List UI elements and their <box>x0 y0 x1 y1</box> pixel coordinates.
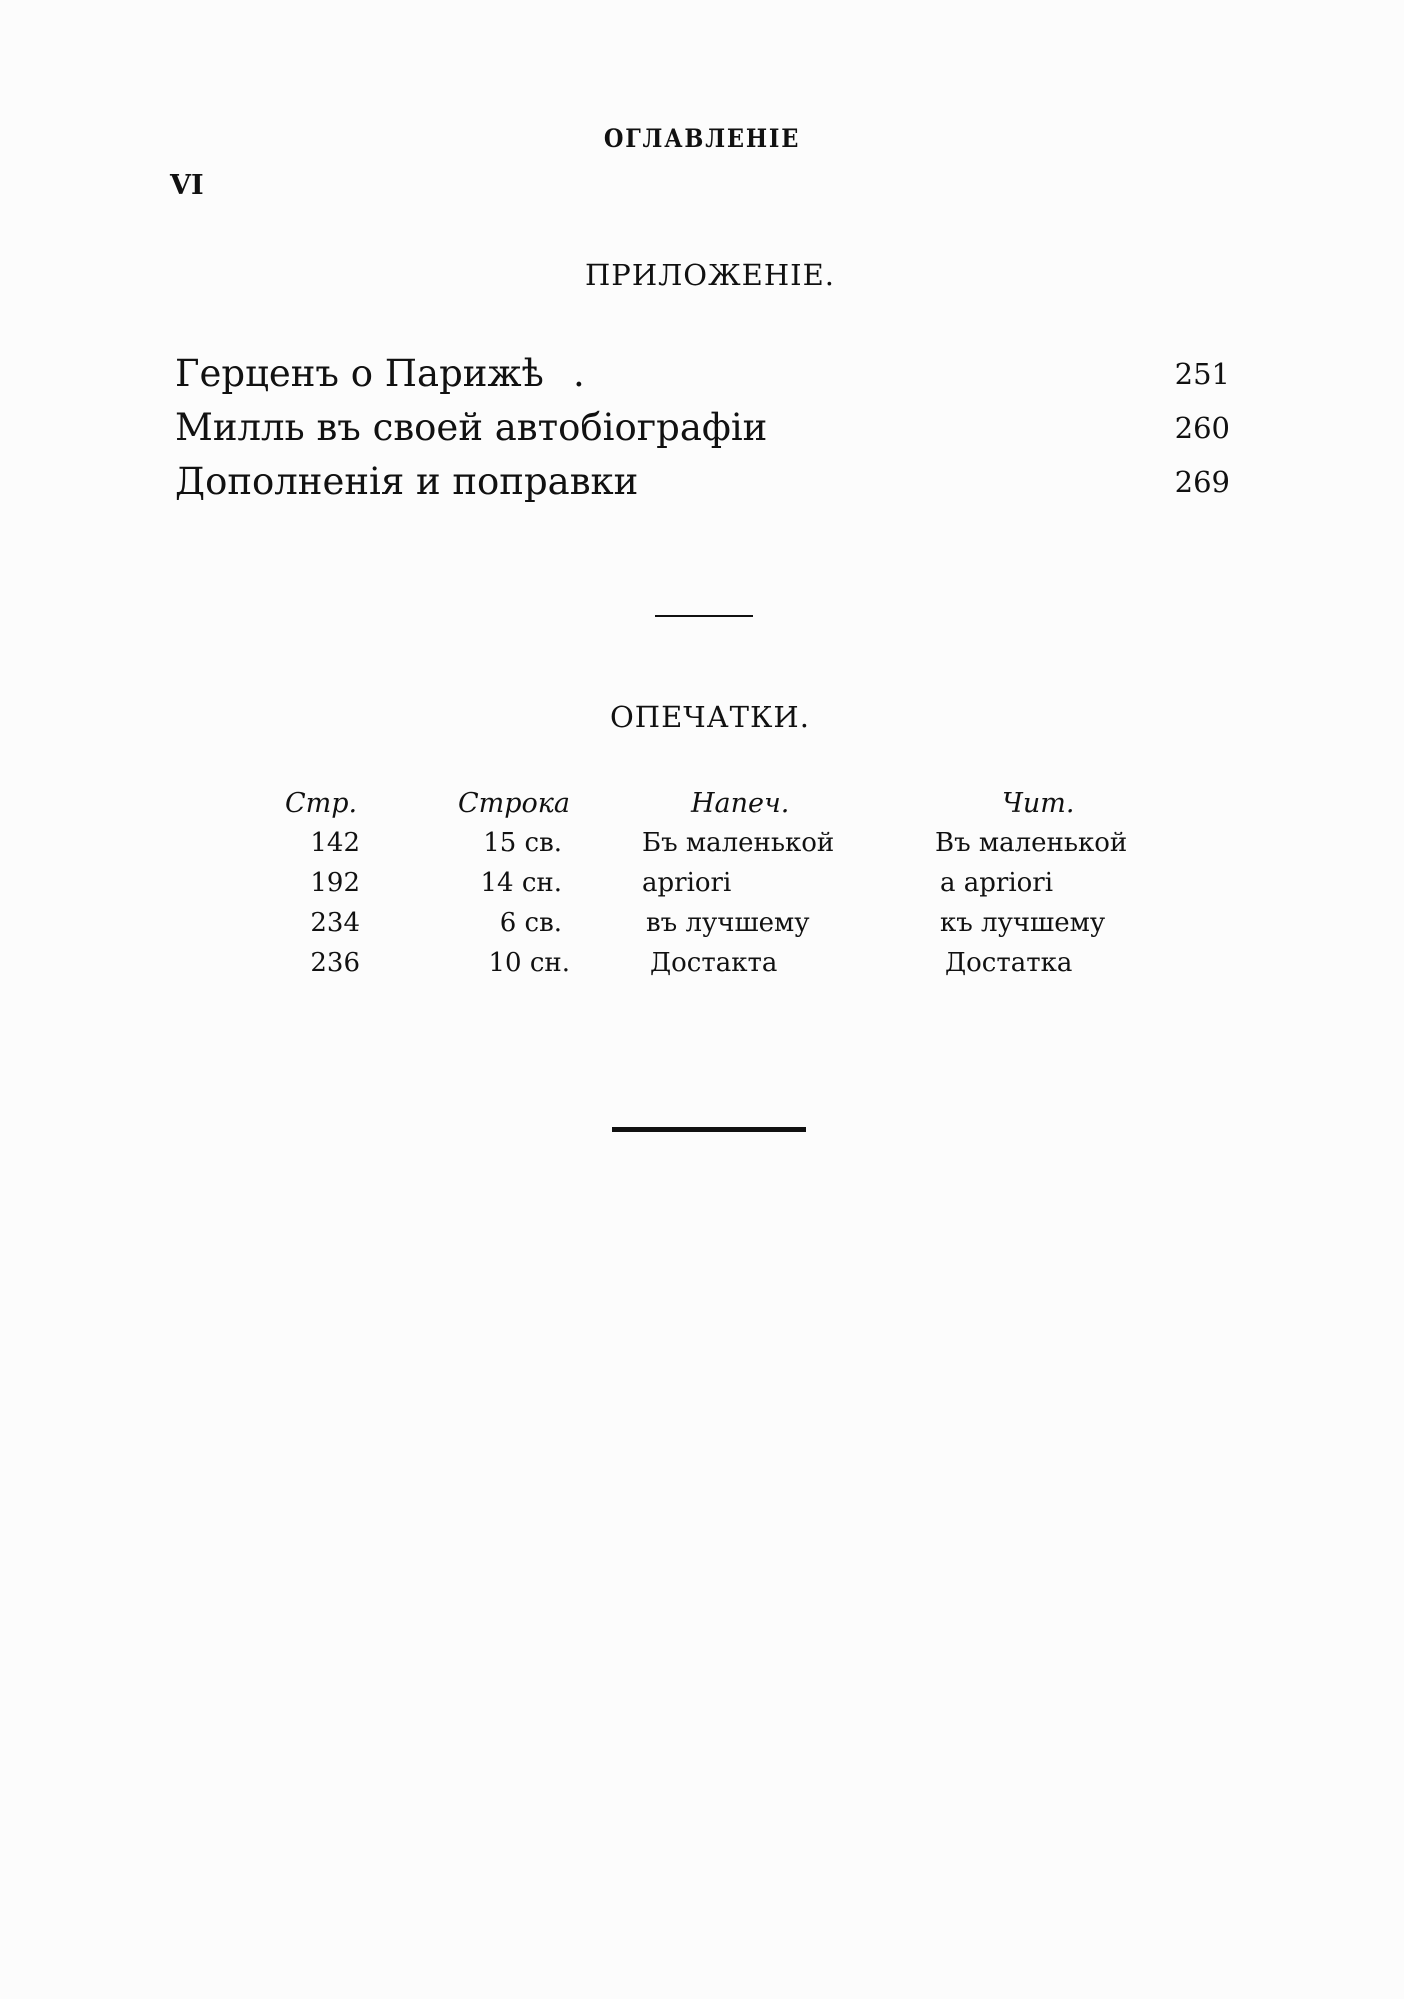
errata-cell-page: 192 <box>310 868 360 898</box>
errata-cell-read: a apriori <box>940 868 1054 898</box>
toc-entry-title: Герценъ о Парижѣ <box>175 352 544 395</box>
errata-header-read: Чит. <box>1002 788 1075 819</box>
errata-cell-line: 10 сн. <box>488 948 570 978</box>
errata-cell-line: 14 сн. <box>480 868 562 898</box>
errata-header-line: Строка <box>458 788 571 819</box>
errata-cell-line: 6 св. <box>499 908 562 938</box>
errata-header-printed: Напеч. <box>691 788 790 819</box>
errata-cell-page: 142 <box>310 828 360 858</box>
toc-entry-title: Дополненія и поправки <box>175 460 639 503</box>
page-number: VI <box>170 170 204 201</box>
toc-entry-title: Милль въ своей автобіографіи <box>175 406 768 449</box>
errata-cell-printed: apriori <box>642 868 732 898</box>
toc-entry-leader: . <box>573 352 585 395</box>
errata-cell-printed: Достакта <box>650 948 778 978</box>
errata-header-page: Стр. <box>285 788 358 819</box>
running-head: ОГЛАВЛЕНІЕ <box>603 124 801 153</box>
errata-cell-printed: Бъ маленькой <box>642 828 835 858</box>
errata-cell-line: 15 св. <box>483 828 562 858</box>
errata-cell-read: къ лучшему <box>940 908 1106 938</box>
section-divider <box>655 615 753 617</box>
appendix-title: ПРИЛОЖЕНІЕ. <box>585 258 835 292</box>
toc-entry <box>175 352 1230 404</box>
toc-entry-page: 260 <box>1174 411 1230 445</box>
toc-entry-page: 251 <box>1174 357 1230 391</box>
end-rule <box>612 1127 806 1132</box>
errata-cell-printed: въ лучшему <box>646 908 810 938</box>
toc-entry <box>175 406 1230 458</box>
errata-title: ОПЕЧАТКИ. <box>610 700 810 734</box>
errata-cell-read: Достатка <box>945 948 1073 978</box>
toc-entry <box>175 460 1230 512</box>
errata-cell-page: 236 <box>310 948 360 978</box>
errata-cell-page: 234 <box>310 908 360 938</box>
errata-cell-read: Въ маленькой <box>935 828 1128 858</box>
toc-entry-page: 269 <box>1174 465 1230 499</box>
